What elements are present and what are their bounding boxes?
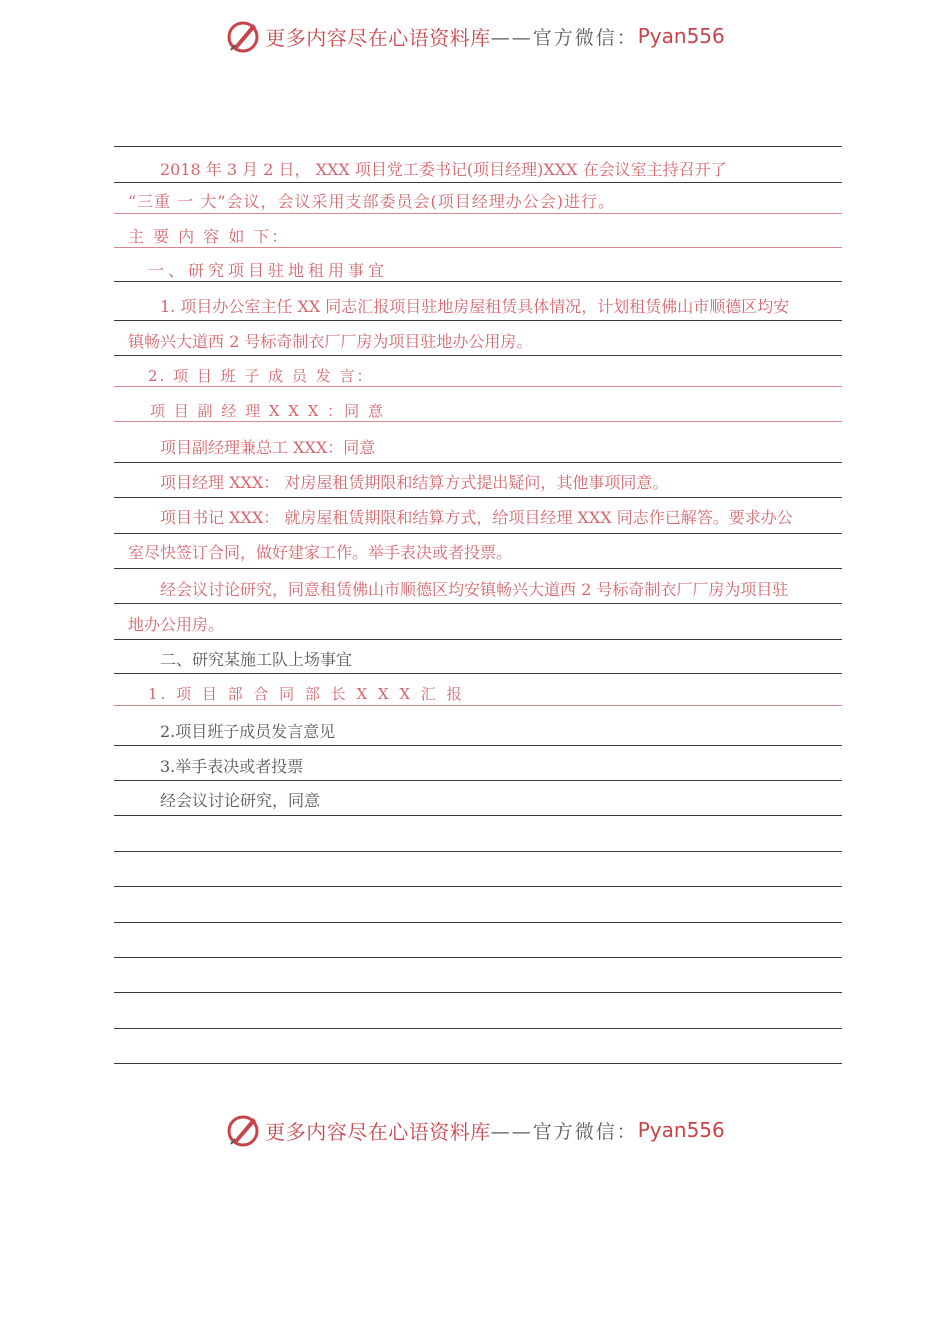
rule-line [114, 146, 842, 147]
rule-line [114, 568, 842, 569]
rule-line [114, 745, 842, 746]
section-2-item-2: 2.项目班子成员发言意见 [160, 722, 336, 741]
rule-line [114, 1063, 842, 1064]
rule-line [114, 281, 842, 282]
rule-line [114, 673, 842, 674]
rule-line [114, 603, 842, 604]
footer-banner [0, 1108, 950, 1152]
section-1-item-1-line-2: 镇畅兴大道西 2 号标奇制衣厂厂房为项目驻地办公用房。 [128, 332, 533, 351]
rule-line [114, 355, 842, 356]
rule-line [114, 421, 842, 422]
speaker-name: 项目经理 XXX： [160, 473, 280, 492]
paragraph-opening-line-1: 2018 年 3 月 2 日， XXX 项目党工委书记(项目经理)XXX 在会议室主持召开了 [160, 160, 727, 179]
banner-highlight-text: 更多内容尽在心语资料库 [265, 1119, 491, 1144]
header-banner [0, 14, 950, 58]
section-1-item-2: 2. 项 目 班 子 成 员 发 言： [148, 367, 374, 385]
rule-line [114, 1028, 842, 1029]
banner-wechat-id: Pyan556 [637, 24, 725, 48]
rule-line [114, 815, 842, 816]
rule-line [114, 992, 842, 993]
rule-line [114, 851, 842, 852]
section-1-opinion-secretary-line-1: 项目书记 XXX： 就房屋租赁期限和结算方式，给项目经理 XXX 同志作已解答。要求办公 [160, 508, 793, 527]
rule-line [114, 247, 842, 248]
section-1-opinion-project-manager [114, 473, 888, 493]
rule-line [114, 213, 842, 214]
rule-line [114, 705, 842, 706]
feather-pen-logo-icon [225, 18, 261, 54]
paragraph-main-content: 主 要 内 容 如 下： [128, 227, 290, 246]
rule-line [114, 886, 842, 887]
banner-dash-text: ——官方微信： [490, 26, 638, 49]
section-2-item-3: 3.举手表决或者投票 [160, 757, 304, 776]
section-1-opinion-chief-engineer: 项目副经理兼总工 XXX：同意 [160, 438, 376, 457]
rule-line [114, 386, 842, 387]
paragraph-opening-line-2: “三重 一 大”会议，会议采用支部委员会(项目经理办公会)进行。 [128, 192, 616, 211]
banner-highlight-text: 更多内容尽在心语资料库 [265, 25, 491, 50]
section-1-conclusion-line-2: 地办公用房。 [128, 615, 225, 634]
section-2-item-1: 1. 项 目 部 合 同 部 长 X X X 汇 报 [148, 685, 465, 703]
section-1-opinion-secretary-line-2: 室尽快签订合同，做好建家工作。举手表决或者投票。 [128, 543, 513, 562]
feather-pen-logo-icon [225, 1112, 261, 1148]
section-1-opinion-deputy-manager: 项 目 副 经 理 X X X ：同 意 [150, 402, 385, 420]
rule-line [114, 182, 842, 183]
rule-line [114, 320, 842, 321]
banner-wechat-id: Pyan556 [637, 1118, 725, 1142]
rule-line [114, 922, 842, 923]
section-2-conclusion: 经会议讨论研究，同意 [160, 791, 321, 810]
section-1-item-1-line-1: 1. 项目办公室主任 XX 同志汇报项目驻地房屋租赁具体情况，计划租赁佛山市顺德区均安 [160, 297, 790, 316]
rule-line [114, 639, 842, 640]
rule-line [114, 780, 842, 781]
rule-line [114, 462, 842, 463]
section-1-conclusion-line-1: 经会议讨论研究，同意租赁佛山市顺德区均安镇畅兴大道西 2 号标奇制衣厂厂房为项目驻 [160, 580, 789, 599]
banner-dash-text: ——官方微信： [490, 1120, 638, 1143]
rule-line [114, 533, 842, 534]
rule-line [114, 957, 842, 958]
speaker-opinion: 对房屋租赁期限和结算方式提出疑问，其他事项同意。 [279, 473, 669, 492]
rule-line [114, 497, 842, 498]
section-2-heading: 二、研究某施工队上场事宜 [160, 650, 353, 669]
section-1-heading: 一、研究项目驻地租用事宜 [148, 261, 389, 280]
